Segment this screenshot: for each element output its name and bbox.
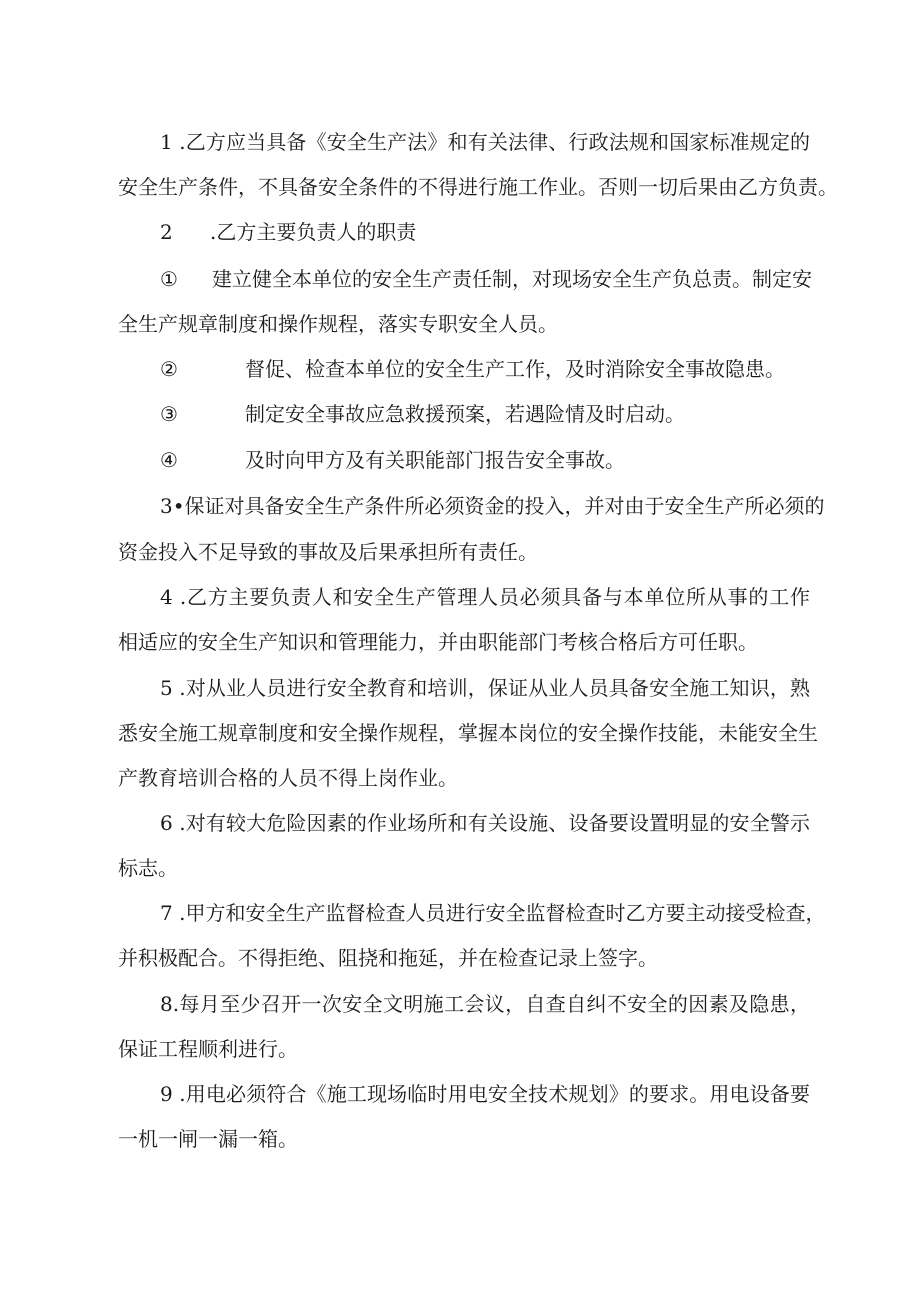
paragraph-1-line-2: 安全生产条件，不具备安全条件的不得进行施工作业。否则一切后果由乙方负责。 bbox=[118, 175, 838, 199]
paragraph-7-line-2: 并积极配合。不得拒绝、阻挠和拖延，并在检查记录上签字。 bbox=[118, 946, 658, 970]
sub-item-1-line-1: 建立健全本单位的安全生产责任制，对现场安全生产负总责。制定安 bbox=[212, 267, 812, 291]
paragraph-2-heading: .乙方主要负责人的职责 bbox=[210, 220, 417, 244]
paragraph-3-line-2: 资金投入不足导致的事故及后果承担所有责任。 bbox=[118, 540, 538, 564]
paragraph-9-line-2: 一机一闸一漏一箱。 bbox=[118, 1127, 298, 1151]
paragraph-8-line-2: 保证工程顺利进行。 bbox=[118, 1037, 298, 1061]
paragraph-1-line-1: 1 .乙方应当具备《安全生产法》和有关法律、行政法规和国家标准规定的 bbox=[160, 130, 810, 154]
sub-item-4-text: 及时向甲方及有关职能部门报告安全事故。 bbox=[245, 448, 625, 472]
paragraph-3-line-1: 3•保证对具备安全生产条件所必须资金的投入，并对由于安全生产所必须的 bbox=[160, 494, 825, 518]
paragraph-5-line-3: 产教育培训合格的人员不得上岗作业。 bbox=[118, 766, 458, 790]
paragraph-2-number: 2 bbox=[160, 220, 173, 244]
paragraph-5-line-1: 5 .对从业人员进行安全教育和培训，保证从业人员具备安全施工知识，熟 bbox=[160, 676, 810, 700]
paragraph-5-line-2: 悉安全施工规章制度和安全操作规程，掌握本岗位的安全操作技能，未能安全生 bbox=[118, 721, 818, 745]
paragraph-9-line-1: 9 .用电必须符合《施工现场临时用电安全技术规划》的要求。用电设备要 bbox=[160, 1082, 810, 1106]
sub-item-2-text: 督促、检查本单位的安全生产工作，及时消除安全事故隐患。 bbox=[245, 357, 785, 381]
sub-item-3-text: 制定安全事故应急救援预案，若遇险情及时启动。 bbox=[245, 402, 685, 426]
paragraph-6-line-2: 标志。 bbox=[118, 856, 178, 880]
paragraph-4-line-2: 相适应的安全生产知识和管理能力，并由职能部门考核合格后方可任职。 bbox=[118, 630, 758, 654]
paragraph-7-line-1: 7 .甲方和安全生产监督检查人员进行安全监督检查时乙方要主动接受检查， bbox=[160, 901, 826, 925]
sub-item-3-marker: ③ bbox=[160, 402, 178, 426]
sub-item-4-marker: ④ bbox=[160, 448, 178, 472]
paragraph-8-line-1: 8.每月至少召开一次安全文明施工会议，自查自纠不安全的因素及隐患， bbox=[160, 992, 810, 1016]
sub-item-1-line-2: 全生产规章制度和操作规程，落实专职安全人员。 bbox=[118, 312, 558, 336]
paragraph-6-line-1: 6 .对有较大危险因素的作业场所和有关设施、设备要设置明显的安全警示 bbox=[160, 811, 810, 835]
sub-item-1-marker: ① bbox=[160, 267, 178, 291]
sub-item-2-marker: ② bbox=[160, 357, 178, 381]
paragraph-4-line-1: 4 .乙方主要负责人和安全生产管理人员必须具备与本单位所从事的工作 bbox=[160, 585, 810, 609]
